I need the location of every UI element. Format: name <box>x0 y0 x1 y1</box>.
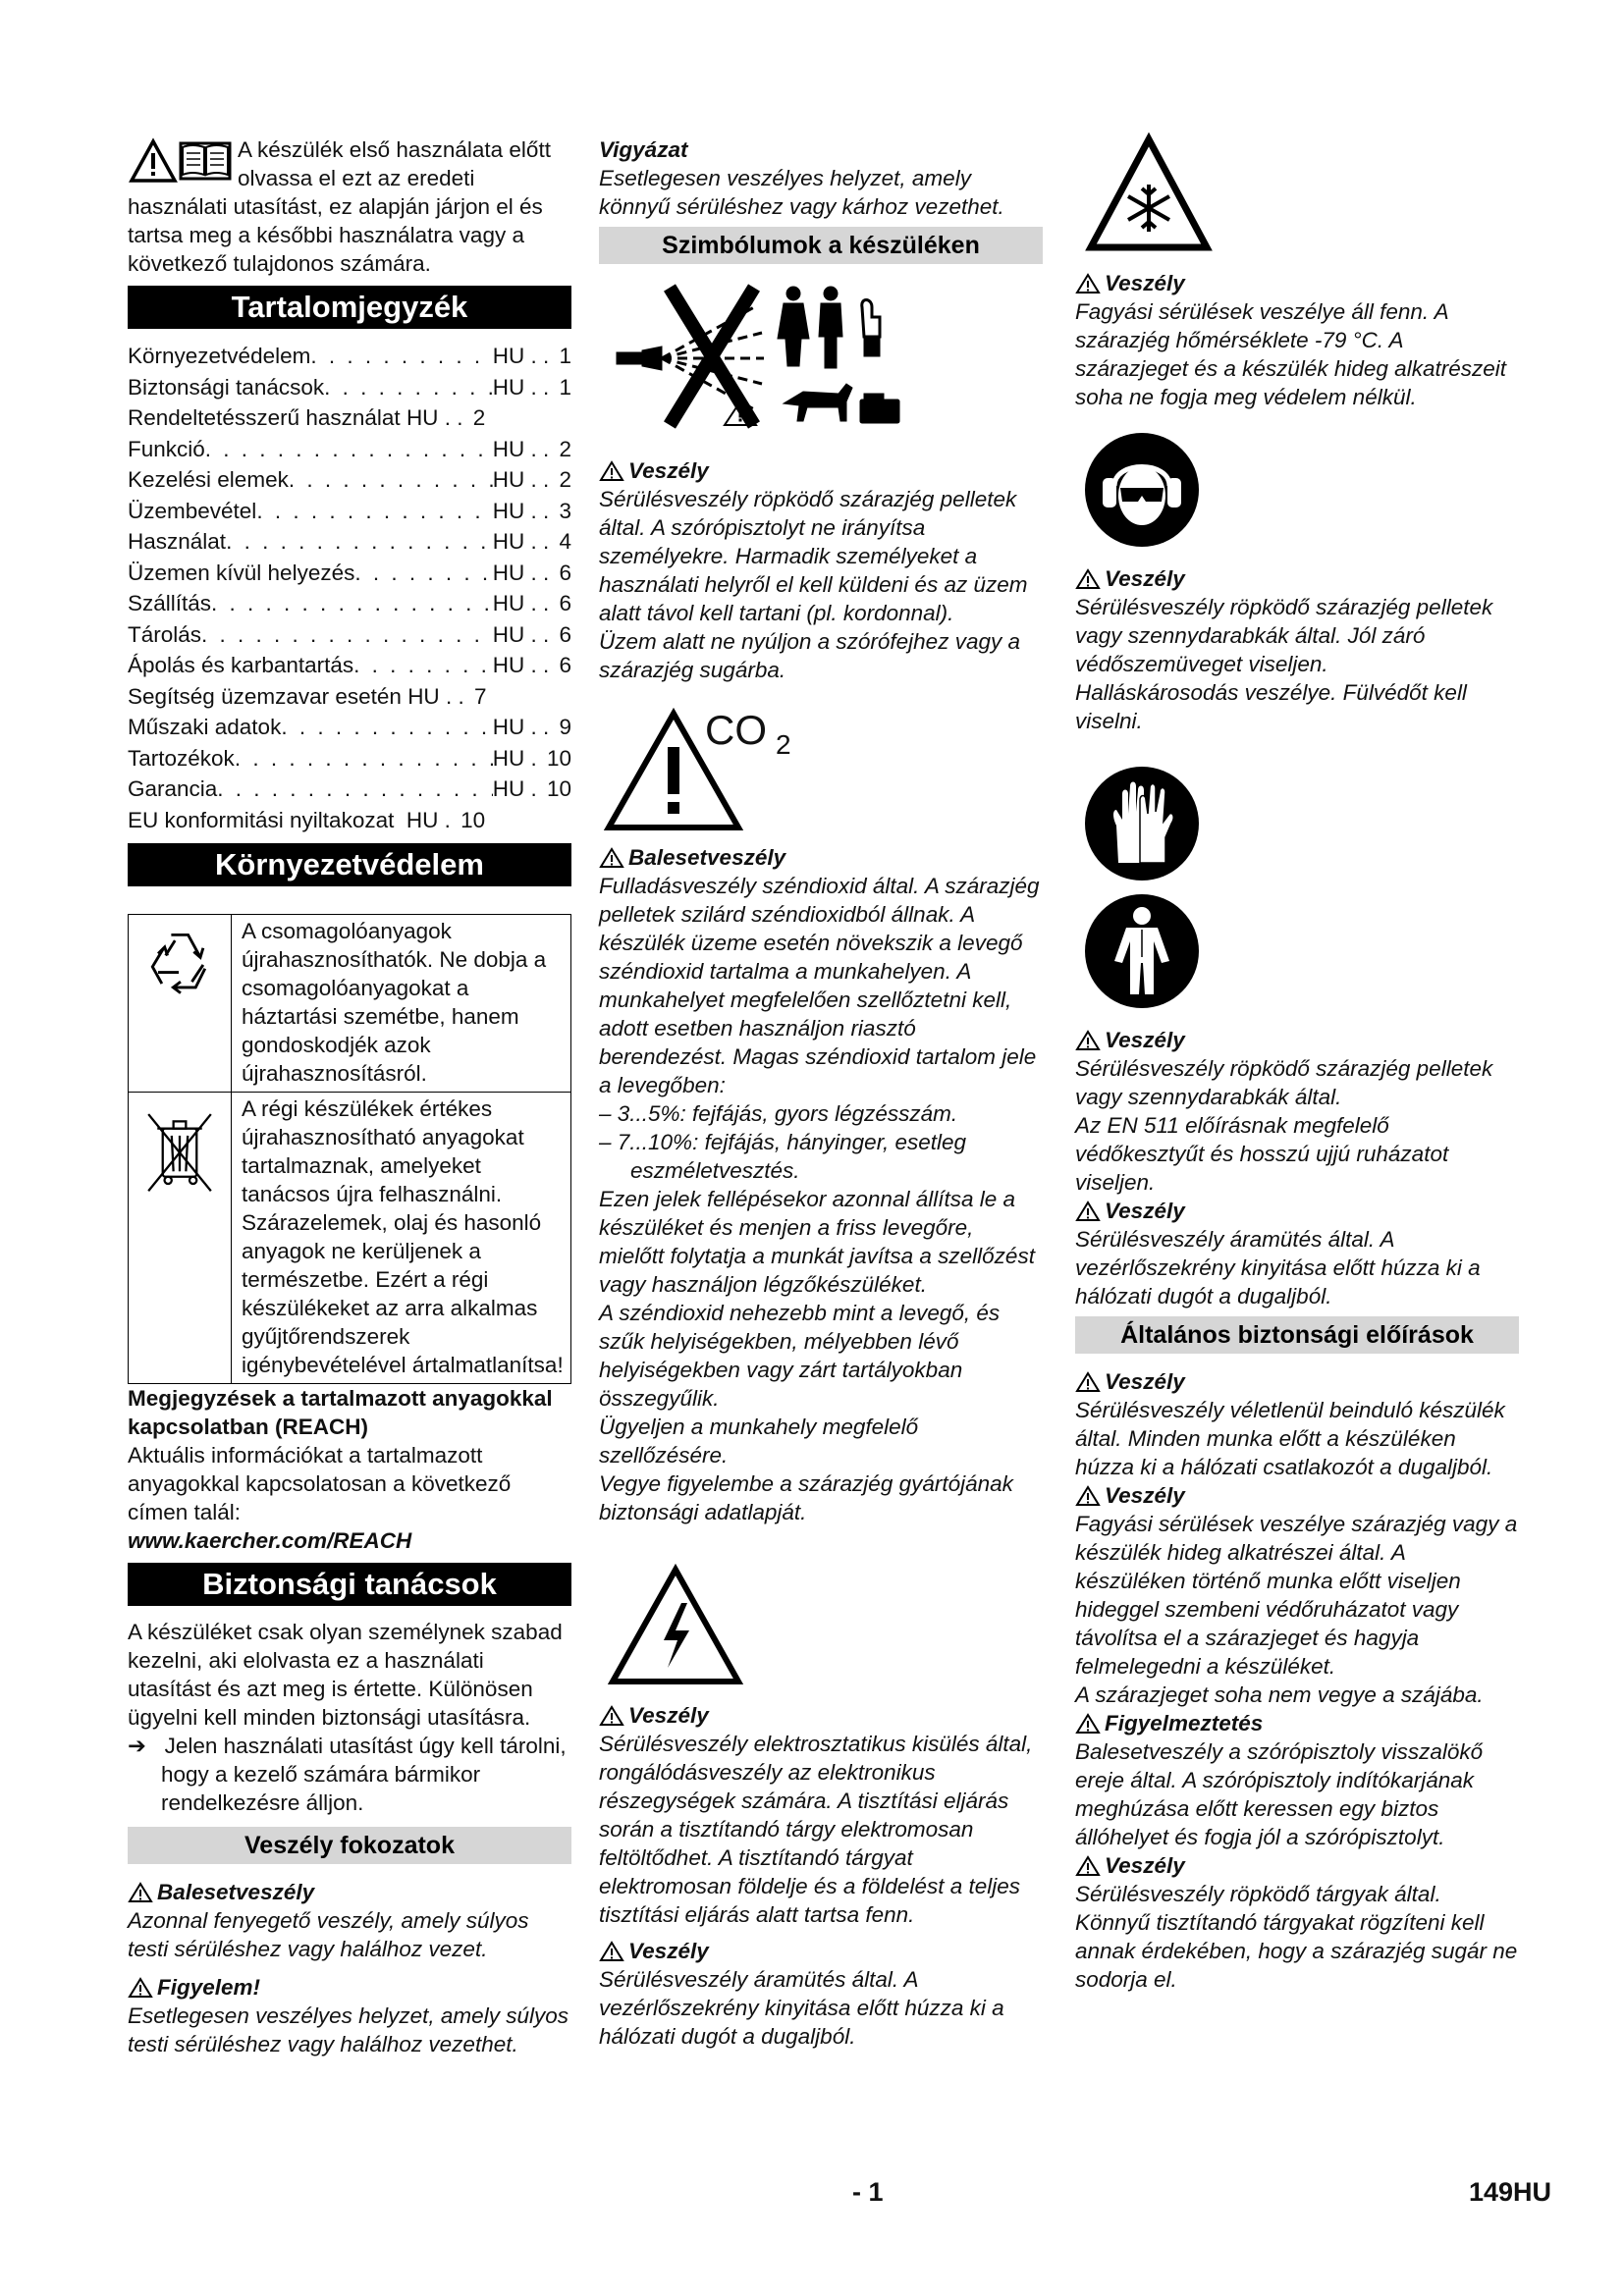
env-text-old-devices: A régi készülékek értékes újrahasznosítható anyagokat tartalmaznak, amelyeket tanácsos újra felhasználni. Szárazelemek, olaj és hasonló anyagok ne kerüljenek a természetbe. Ezért a régi készülékeket az arra alkalmas gyűjtőrendszerek igénybevételével ártalmatlanítsa! <box>232 1093 571 1384</box>
warning-triangle-icon <box>599 460 624 482</box>
symbols-co2-title: Balesetveszély <box>599 843 1043 872</box>
document-code: 149HU <box>1469 2177 1552 2207</box>
symbols-shock2-title: Veszély <box>1075 1197 1519 1225</box>
symbols-shock-text: Sérülésveszély áramütés által. A vezérlőszekrény kinyitása előtt húzza ki a hálózati dugót a dugaljból. <box>599 1967 1004 2049</box>
safety-heading: Biztonsági tanácsok <box>128 1563 571 1606</box>
intro-block <box>128 135 571 278</box>
symbols-co2-text-2: Ezen jelek fellépésekor azonnal állítsa le a készüléket és menjen a friss levegőre, mielőtt folytatja a munkát javítsa a szellőzést vagy használjon légzőkészüléket. <box>599 1187 1035 1297</box>
general-g3-text: Balesetveszély a szórópisztoly visszalökő ereje által. A szórópisztoly indítókarjának meghúzása előtt keressen egy biztos állóhelyet és fogja jól a szórópisztolyt. <box>1075 1739 1484 1849</box>
symbols-gloves-text: Sérülésveszély röpködő szárazjég pelletek vagy szennydarabkák által. <box>1075 1056 1493 1109</box>
no-spray-at-people-icon <box>607 278 960 445</box>
symbols-goggles-title: Veszély <box>1075 564 1519 593</box>
toc-item[interactable]: Üzemen kívül helyezés . . . HU . . 6 <box>128 558 571 589</box>
reach-link[interactable]: www.kaercher.com/REACH <box>128 1528 412 1553</box>
general-g2-text-2: A szárazjeget soha nem vegye a szájába. <box>1075 1682 1484 1707</box>
levels-caution-title: Vigyázat <box>599 137 688 162</box>
toc-item[interactable]: Környezetvédelem . . . HU . . 1 <box>128 341 571 372</box>
warning-triangle-icon <box>1075 568 1101 590</box>
toc-item[interactable]: Szállítás . . . HU . . 6 <box>128 588 571 619</box>
symbols-w1-title: Veszély <box>599 456 1043 485</box>
page-number: - 1 <box>852 2177 884 2207</box>
warning-triangle-icon <box>1075 1485 1101 1507</box>
toc-item[interactable]: Funkció . . . HU . . 2 <box>128 434 571 465</box>
general-g1-text: Sérülésveszély véletlenül beinduló készülék által. Minden munka előtt a készüléken húzza ki a hálózati csatlakozót a dugaljból. <box>1075 1398 1505 1479</box>
symbols-elec-text: Sérülésveszély elektrosztatikus kisülés által, rongálódásveszély az elektronikus részegységek számára. A tisztítási eljárás során a tisztítandó tárgy elektromosan feltöltődhet. A tisztítandó tárgyat elektromosan földelje és a földelést a teljes tisztítási eljárás alatt tartsa fenn. <box>599 1732 1033 1927</box>
symbols-heading: Szimbólumok a készüléken <box>599 227 1043 264</box>
toc-item[interactable]: Biztonsági tanácsok . . . HU . . 1 <box>128 372 571 403</box>
general-g4-text: Sérülésveszély röpködő tárgyak által. Könnyű tisztítandó tárgyakat rögzíteni kell annak érdekében, hogy a szárazjég sugár ne sodorja el. <box>1075 1882 1518 1992</box>
recycle-icon <box>137 922 222 1006</box>
symbols-goggles-text: Sérülésveszély röpködő szárazjég pelletek vagy szennydarabkák által. Jól záró védőszemüveget viseljen. <box>1075 595 1493 676</box>
env-icon-cell <box>129 1093 232 1384</box>
warning-triangle-icon <box>599 847 624 869</box>
warning-triangle-icon <box>599 1705 624 1727</box>
toc-item[interactable]: Segítség üzemzavar esetén HU . . 7 <box>128 683 487 709</box>
env-icon-cell <box>129 915 232 1093</box>
symbols-shock-title: Veszély <box>599 1937 1043 1965</box>
general-g1-title: Veszély <box>1075 1367 1519 1396</box>
warning-triangle-icon <box>1075 1371 1101 1393</box>
warning-triangle-icon <box>128 1882 153 1903</box>
reach-text: Aktuális információkat a tartalmazott anyagokkal kapcsolatosan a következő címen talál: <box>128 1443 512 1524</box>
toc-item[interactable]: Tartozékok . . . HU . 10 <box>128 743 571 774</box>
symbols-goggles-text-2: Halláskárosodás veszélye. Fülvédőt kell viselni. <box>1075 680 1467 733</box>
toc-item[interactable]: Ápolás és karbantartás . . . HU . . 6 <box>128 650 571 681</box>
electricity-warning-icon <box>607 1562 744 1687</box>
toc-item[interactable]: Rendeltetésszerű használat HU . . 2 <box>128 405 486 430</box>
warning-triangle-icon <box>1075 273 1101 294</box>
levels-danger-title: Balesetveszély <box>128 1878 571 1906</box>
toc-item[interactable]: Tárolás . . . HU . . 6 <box>128 619 571 651</box>
safety-arrow-item: ➔ Jelen használati utasítást úgy kell tárolni, hogy a kezelő számára bármikor rendelkezésre álljon. <box>128 1734 567 1815</box>
toc-item[interactable]: Kezelési elemek . . . HU . . 2 <box>128 464 571 496</box>
column-3 <box>1075 135 1519 1994</box>
levels-heading: Veszély fokozatok <box>128 1827 571 1864</box>
co2-label: CO <box>705 707 767 753</box>
toc-heading: Tartalomjegyzék <box>128 286 571 329</box>
symbols-elec-title: Veszély <box>599 1701 1043 1730</box>
toc-item[interactable]: Üzembevétel . . . HU . . 3 <box>128 496 571 527</box>
gloves-icon <box>1083 765 1201 882</box>
column-2 <box>599 135 1043 2051</box>
symbols-co2-text-3: A széndioxid nehezebb mint a levegő, és szűk helyiségekben, mélyebben lévő helyiségekben vagy zárt tartályokban összegyűlik. <box>599 1301 1001 1411</box>
frost-warning-icon <box>1085 130 1213 257</box>
general-g2-title: Veszély <box>1075 1481 1519 1510</box>
general-g4-title: Veszély <box>1075 1851 1519 1880</box>
levels-danger-text: Azonnal fenyegető veszély, amely súlyos testi sérüléshez vagy halálhoz vezet. <box>128 1908 529 1961</box>
warning-triangle-icon <box>128 1977 153 1999</box>
symbols-co2-text-4: Ügyeljen a munkahely megfelelő szellőzésére. <box>599 1415 919 1468</box>
toc-item[interactable]: Használat . . . HU . . 4 <box>128 526 571 558</box>
toc-list <box>128 341 571 835</box>
symbols-w1-text-2: Üzem alatt ne nyúljon a szórófejhez vagy a szárazjég sugárba. <box>599 629 1020 682</box>
toc-item[interactable]: Műszaki adatok . . . HU . . 9 <box>128 712 571 743</box>
symbols-frost-title: Veszély <box>1075 269 1519 297</box>
symbols-gloves-text-2: Az EN 511 előírásnak megfelelő védőkesztyűt és hosszú ujjú ruházatot viseljen. <box>1075 1113 1449 1195</box>
toc-item[interactable]: EU konformitási nyiltakozat HU . 10 <box>128 807 486 832</box>
toc-item[interactable]: Garancia . . . HU . 10 <box>128 774 571 805</box>
symbols-co2-dash-1: – 3...5%: fejfájás, gyors légzésszám. <box>599 1101 958 1126</box>
warning-triangle-icon <box>1075 1201 1101 1222</box>
intro-text: A készülék első használata előtt olvassa el ezt az eredeti használati utasítást, ez alapján járjon el és tartsa meg a későbbi használatra vagy a következő tulajdonos számára. <box>128 137 551 276</box>
levels-warning-text: Esetlegesen veszélyes helyzet, amely súlyos testi sérüléshez vagy halálhoz vezethet. <box>128 2003 568 2056</box>
levels-caution-text: Esetlegesen veszélyes helyzet, amely könnyű sérüléshez vagy kárhoz vezethet. <box>599 166 1004 219</box>
general-heading: Általános biztonsági előírások <box>1075 1316 1519 1354</box>
reach-title: Megjegyzések a tartalmazott anyagokkal kapcsolatban (REACH) <box>128 1386 553 1439</box>
co2-subscript: 2 <box>776 729 791 760</box>
column-1 <box>128 135 571 2058</box>
goggles-ear-protection-icon <box>1083 431 1201 549</box>
warning-triangle-icon <box>1075 1713 1101 1735</box>
symbols-shock2-text: Sérülésveszély áramütés által. A vezérlőszekrény kinyitása előtt húzza ki a hálózati dugót a dugaljból. <box>1075 1227 1481 1308</box>
general-g3-title: Figyelmeztetés <box>1075 1709 1519 1737</box>
arrow-right-icon: ➔ <box>128 1734 146 1758</box>
general-g2-text: Fagyási sérülések veszélye szárazjég vagy a készülék hideg alkatrészei által. A készüléken történő munka előtt viseljen hideggel szembeni védőruházatot vagy távolítsa el a szárazjeget és hagyja felmelegedni a készüléket. <box>1075 1512 1518 1679</box>
symbols-w1-text: Sérülésveszély röpködő szárazjég pelletek által. A szórópisztolyt ne irányítsa személyekre. Harmadik személyeket a használati helyről el kell küldeni és az üzem alatt távol kell tartani (pl. kordonnal). <box>599 487 1028 625</box>
symbols-frost-text: Fagyási sérülések veszélye áll fenn. A szárazjég hőmérséklete -79 °C. A szárazjeget és a készülék hideg alkatrészeit soha ne fogja meg védelem nélkül. <box>1075 299 1506 409</box>
symbols-co2-text-5: Vegye figyelembe a szárazjég gyártójának biztonsági adatlapját. <box>599 1471 1013 1524</box>
symbols-gloves-title: Veszély <box>1075 1026 1519 1054</box>
safety-text: A készüléket csak olyan személynek szabad kezelni, aki elolvasta ez a használati utasítást és azt meg is értette. Különösen ügyelni kell minden biztonsági utasításra. <box>128 1620 563 1730</box>
co2-warning-sign <box>599 700 815 835</box>
env-text-packaging: A csomagolóanyagok újrahasznosíthatók. Ne dobja a csomagolóanyagokat a háztartási szemétbe, hanem gondoskodjék azok újrahasznosításról. <box>232 915 571 1093</box>
levels-warning-title: Figyelem! <box>128 1973 571 2002</box>
warning-triangle-icon <box>1075 1855 1101 1877</box>
warning-triangle-icon <box>1075 1030 1101 1051</box>
protective-suit-icon <box>1083 892 1201 1010</box>
warning-triangle-icon <box>599 1941 624 1962</box>
symbols-co2-text: Fulladásveszély széndioxid által. A szárazjég pelletek szilárd széndioxidból állnak. A készülék üzeme esetén növekszik a levegő széndioxid tartalma a munkahelyen. A munkahelyet megfelelően szellőztetni kell, adott esetben használjon riasztó berendezést. Magas széndioxid tartalom jele a levegőben: <box>599 874 1040 1097</box>
env-table <box>128 914 571 1384</box>
env-heading: Környezetvédelem <box>128 843 571 886</box>
symbols-co2-dash-2: – 7...10%: fejfájás, hányinger, esetleg eszméletvesztés. <box>599 1130 966 1183</box>
crossed-bin-icon <box>139 1105 220 1203</box>
warning-read-manual-icon <box>128 135 234 187</box>
